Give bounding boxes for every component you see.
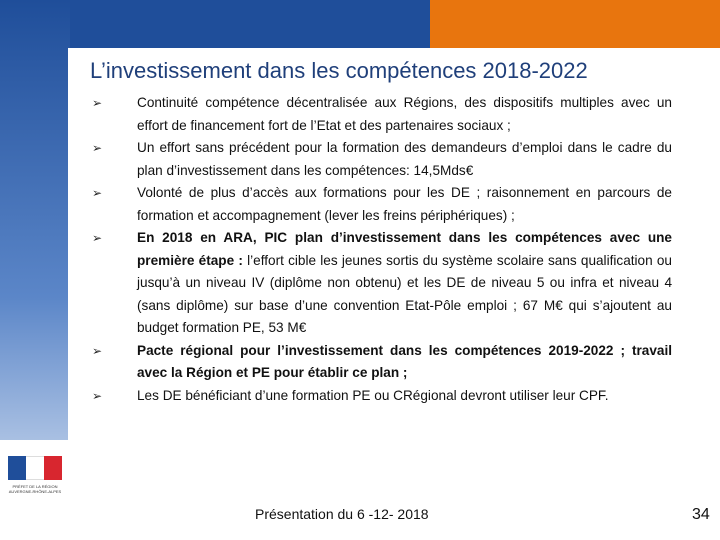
bullet-item [92, 137, 672, 182]
arrow-bullet-icon: ➢ [92, 388, 103, 403]
french-flag-icon [8, 456, 62, 480]
bullet-text: Un effort sans précédent pour la formation des demandeurs d’emploi dans le cadre du plan d’investissement dans les compétences: 14,5Mds€ [137, 140, 672, 178]
bullet-item [92, 340, 672, 385]
bullet-item [92, 182, 672, 227]
bullet-text: Les DE bénéficiant d’une formation PE ou CRégional devront utiliser leur CPF. [137, 387, 609, 403]
arrow-bullet-icon: ➢ [92, 231, 103, 245]
arrow-bullet-icon: ➢ [92, 186, 103, 200]
bullet-item [92, 92, 672, 137]
prefecture-logo [8, 456, 62, 534]
arrow-bullet-icon: ➢ [92, 343, 103, 358]
bullet-text: Volonté de plus d’accès aux formations pour les DE ; raisonnement en parcours de formation et accompagnement (lever les freins périphériques) ; [137, 185, 672, 223]
bullet-text: Pacte régional pour l’investissement dans les compétences 2019-2022 ; travail avec la Région et PE pour établir ce plan ; [137, 342, 672, 380]
bullet-item [92, 385, 672, 408]
orange-band [430, 0, 720, 48]
arrow-bullet-icon: ➢ [92, 141, 103, 155]
slide-title: L’investissement dans les compétences 2018-2022 [90, 58, 588, 83]
bullet-list [92, 92, 672, 407]
arrow-bullet-icon: ➢ [92, 96, 103, 110]
logo-text: PRÉFET DE LA RÉGION AUVERGNE-RHÔNE-ALPES [8, 484, 62, 494]
page-number: 34 [692, 506, 710, 523]
bullet-text: Continuité compétence décentralisée aux Régions, des dispositifs multiples avec un effort de financement fort de l’Etat et des partenaires sociaux ; [137, 95, 672, 133]
bullet-text: En 2018 en ARA, PIC plan d’investissement dans les compétences avec une première étape : l’effort cible les jeunes sortis du système scolaire sans qualification ou jusqu’à un niveau IV (diplôme non obtenu) et les DE de niveau 5 ou infra et niveau 4 (sans diplôme) sur base d’une convention Etat-Pôle emploi ; 67 M€ qui s’ajoutent au budget formation PE, 53 M€ [137, 230, 672, 335]
bullet-item [92, 227, 672, 340]
footer-text: Présentation du 6 -12- 2018 [255, 506, 429, 522]
